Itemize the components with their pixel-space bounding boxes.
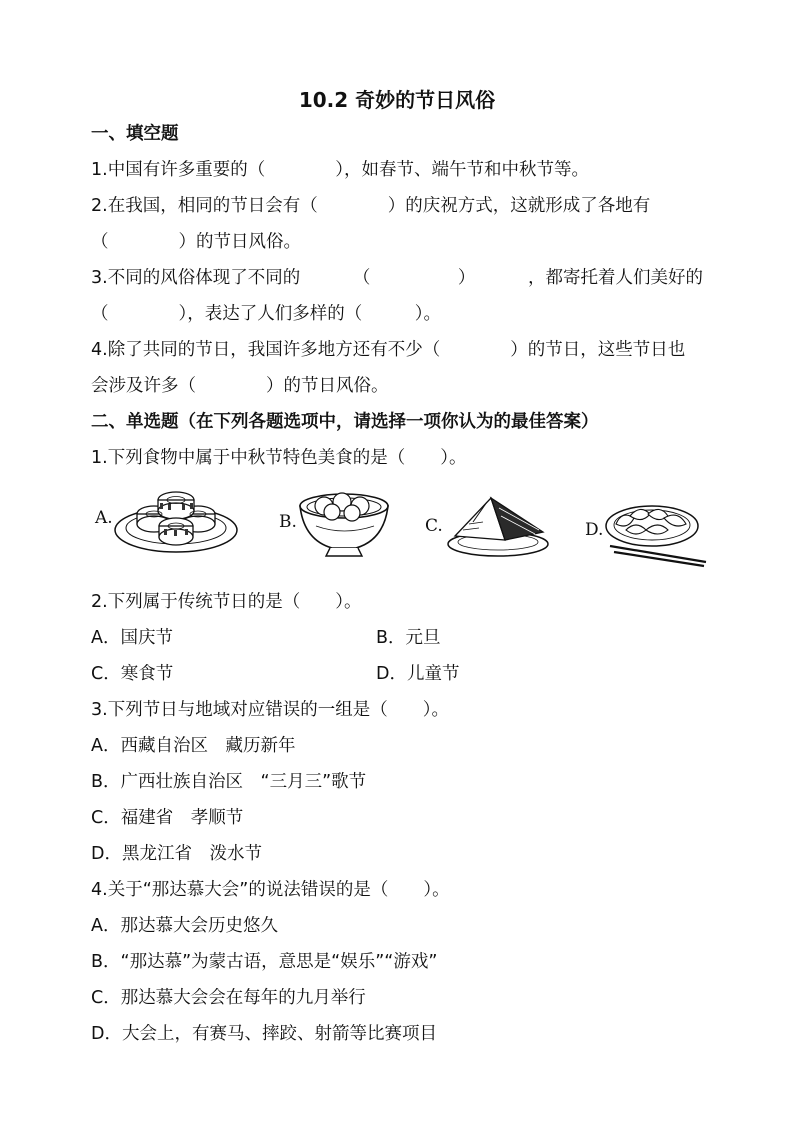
question-1-2-line2: （ ）的节日风俗。 [91,232,301,252]
question-2-3-option-a: A．西藏自治区 藏历新年 [91,736,296,756]
question-2-4-option-a: A．那达慕大会历史悠久 [91,916,278,936]
option-c-letter: C. [425,516,443,536]
question-2-2-option-a: A．国庆节 [91,628,173,648]
option-d-letter: D. [585,520,604,540]
question-2-4-option-b: B．“那达慕”为蒙古语，意思是“娱乐”“游戏” [91,952,438,972]
question-2-3-option-d: D．黑龙江省 泼水节 [91,844,262,864]
question-1-3-line2: （ ），表达了人们多样的（ ）。 [91,304,441,324]
question-1-3-line1 [91,266,703,290]
question-2-2-option-c: C．寒食节 [91,664,174,684]
tangyuan-bowl-icon [296,486,392,562]
question-2-2-option-d: D．儿童节 [376,664,460,684]
question-1-2-line1: 2.在我国，相同的节日会有（ ）的庆祝方式，这就形成了各地有 [91,196,651,216]
mooncake-plate-icon [112,478,240,558]
question-2-3-option-b: B．广西壮族自治区 “三月三”歌节 [91,772,367,792]
question-2-3-stem: 3.下列节日与地域对应错误的一组是（ ）。 [91,700,449,720]
page-title: 10.2 奇妙的节日风俗 [298,88,496,112]
question-2-4-option-d: D．大会上，有赛马、摔跤、射箭等比赛项目 [91,1024,437,1044]
question-1-3-part3: ，都寄托着人们美好的 [527,268,703,288]
question-2-4-stem: 4.关于“那达慕大会”的说法错误的是（ ）。 [91,880,450,900]
section-heading-single-choice: 二、单选题（在下列各题选项中，请选择一项你认为的最佳答案） [91,412,599,432]
question-2-4-option-c: C．那达慕大会会在每年的九月举行 [91,988,366,1008]
question-2-2-option-b: B．元旦 [376,628,441,648]
zongzi-plate-icon [443,492,553,560]
question-1-1: 1.中国有许多重要的（ ），如春节、端午节和中秋节等。 [91,160,589,180]
dumplings-plate-icon [602,496,710,568]
question-1-3-part1: 3.不同的风俗体现了不同的 [91,268,301,288]
question-2-1-stem: 1.下列食物中属于中秋节特色美食的是（ ）。 [91,448,467,468]
question-1-4-line2: 会涉及许多（ ）的节日风俗。 [91,376,389,396]
section-heading-fill-blank: 一、填空题 [91,124,179,144]
question-1-4-line1: 4.除了共同的节日，我国许多地方还有不少（ ）的节日，这些节日也 [91,340,686,360]
question-2-2-stem: 2.下列属于传统节日的是（ ）。 [91,592,362,612]
option-b-letter: B. [279,512,297,532]
question-1-3-part2: （ ） [352,268,476,288]
option-a-letter: A. [95,508,113,528]
question-2-3-option-c: C．福建省 孝顺节 [91,808,244,828]
